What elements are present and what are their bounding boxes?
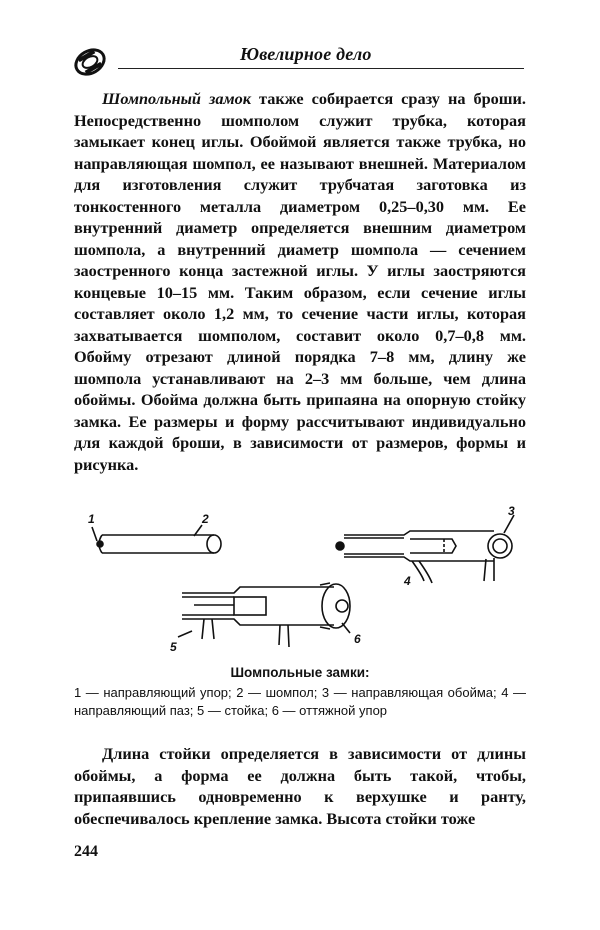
running-title: Ювелирное дело [240, 44, 372, 64]
figure-caption-title: Шомпольные замки: [230, 665, 370, 680]
header-rule [118, 68, 524, 69]
paragraph-1 [74, 88, 526, 475]
figure-label-3: 3 [508, 505, 515, 518]
figure-label-2: 2 [202, 512, 209, 526]
paragraph-1-text: также собирается сразу на броши. Непосредственно шомполом служит трубка, которая замыкает конец иглы. Обоймой является также трубка, но направляющая шомпол, ее называют внешней. Материалом для изготовления служит трубчатая заготовка из тонкостенного металла диаметром 0,25–0,30 мм. Ее внутренний диаметр определяется внешним диаметром шомпола, а внутренний диаметр шомпола — сечением заостренного конца застежной иглы. У иглы заостряются концевые 10–15 мм. Таким образом, если сечение иглы составляет около 1,2 мм, то сечение части иглы, которая захватывается шомполом, составит около 0,7–0,8 мм. Обойму отрезают длиной порядка 7–8 мм, длину же шомпола устанавливают на 2–3 мм больше, чем длина обоймы. Обойма должна быть припаяна на опорную стойку замка. Ее размеры и форму рассчитывают индивидуально для каждой броши, в зависимости от размеров, формы и рисунка. [74, 89, 527, 474]
figure-label-4: 4 [404, 574, 411, 588]
page-number: 244 [74, 843, 98, 860]
figure-drawing-shompol [92, 525, 221, 553]
shompol-lock-figure [74, 505, 526, 655]
paragraph-2: Длина стойки определяется в зависимости от длины обоймы, а форма ее должна быть такой, чтобы, припаявшись одновременно к верхушке и ранту, обеспечивалось крепление замка. Высота стойки тоже [74, 744, 526, 828]
figure-label-6: 6 [354, 632, 361, 646]
figure-label-1: 1 [88, 512, 95, 526]
figure-drawing-pull-stop-lock [178, 583, 350, 647]
figure-label-5: 5 [170, 640, 177, 654]
figure-caption-text: 1 — направляющий упор; 2 — шомпол; 3 — направляющая обойма; 4 — направляющий паз; 5 — стойка; 6 — оттяжной упор [74, 685, 526, 718]
ring-logo-icon [72, 44, 108, 80]
paragraph-lead-term: Шомпольный замок [102, 89, 252, 108]
figure-drawing-guide-lock [336, 515, 514, 583]
